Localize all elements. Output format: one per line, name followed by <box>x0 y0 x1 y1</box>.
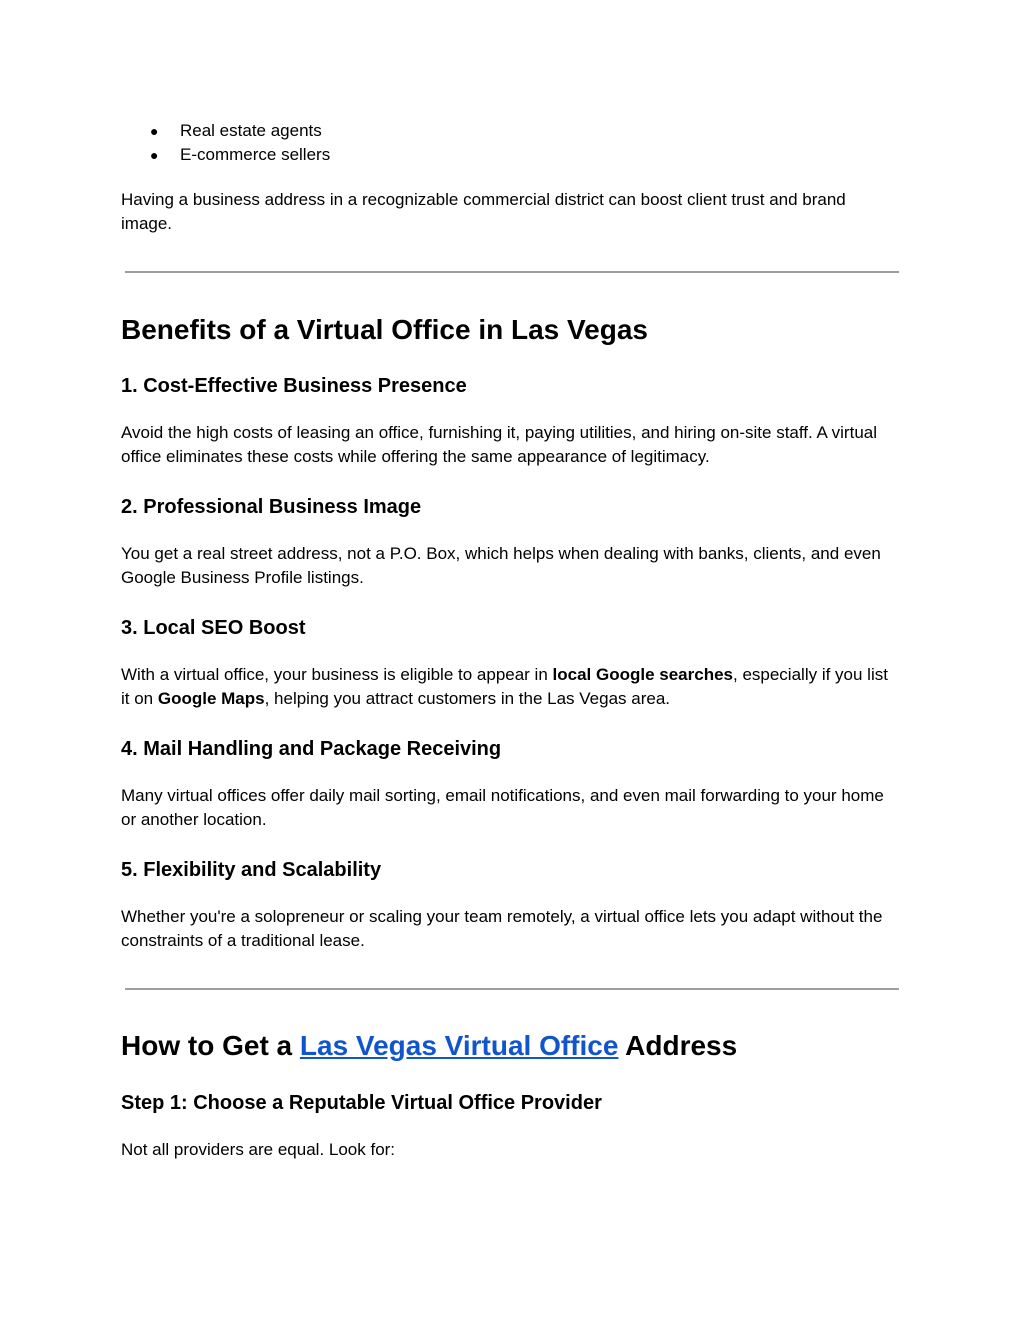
las-vegas-virtual-office-link[interactable]: Las Vegas Virtual Office <box>299 1030 619 1061</box>
benefit-1-title: 1. Cost-Effective Business Presence <box>121 375 467 397</box>
bold-phrase-local-google-searches: local Google searches <box>552 665 733 684</box>
horizontal-divider <box>125 988 899 990</box>
howto-heading-prefix: How to Get a <box>121 1030 300 1061</box>
benefits-heading: Benefits of a Virtual Office in Las Vegas <box>121 314 648 345</box>
benefit-3-text-part: , helping you attract customers in the Las Vegas area. <box>264 689 670 709</box>
benefit-4-title: 4. Mail Handling and Package Receiving <box>121 738 502 760</box>
benefit-2-text: You get a real street address, not a P.O. Box, which helps when dealing with banks, clients, and even Google Business Profile listings. <box>121 544 881 588</box>
list-item <box>121 119 330 143</box>
howto-heading-suffix: Address <box>618 1030 738 1061</box>
step-1-title: Step 1: Choose a Reputable Virtual Office Provider <box>121 1092 602 1114</box>
benefit-5-text: Whether you're a solopreneur or scaling your team remotely, a virtual office lets you adapt without the constraints of a traditional lease. <box>121 907 883 951</box>
benefit-3-text-part: , especially if you list it on <box>121 665 888 709</box>
bold-phrase-google-maps: Google Maps <box>157 689 265 709</box>
howto-heading <box>121 1029 737 1063</box>
list-item-text: Real estate agents <box>180 121 322 140</box>
bullet-list <box>121 119 330 167</box>
step-1-text: Not all providers are equal. Look for: <box>121 1140 396 1159</box>
list-item-text: E-commerce sellers <box>180 145 331 164</box>
benefit-2-title: 2. Professional Business Image <box>121 496 422 518</box>
benefit-3-title: 3. Local SEO Boost <box>121 617 306 639</box>
benefit-5-title: 5. Flexibility and Scalability <box>121 859 382 881</box>
intro-paragraph: Having a business address in a recognizable commercial district can boost client trust and brand image. <box>121 190 846 234</box>
benefit-1-text: Avoid the high costs of leasing an office, furnishing it, paying utilities, and hiring on-site staff. A virtual office eliminates these costs while offering the same appearance of legitimacy. <box>121 423 878 467</box>
benefit-4-text: Many virtual offices offer daily mail sorting, email notifications, and even mail forwarding to your home or another location. <box>121 786 884 830</box>
list-item <box>121 143 330 167</box>
benefit-3-text-part: With a virtual office, your business is eligible to appear in <box>121 665 553 684</box>
horizontal-divider <box>125 271 899 273</box>
bullet-icon: ● <box>150 147 159 163</box>
bullet-icon: ● <box>150 123 159 139</box>
benefit-3-text <box>121 663 901 712</box>
